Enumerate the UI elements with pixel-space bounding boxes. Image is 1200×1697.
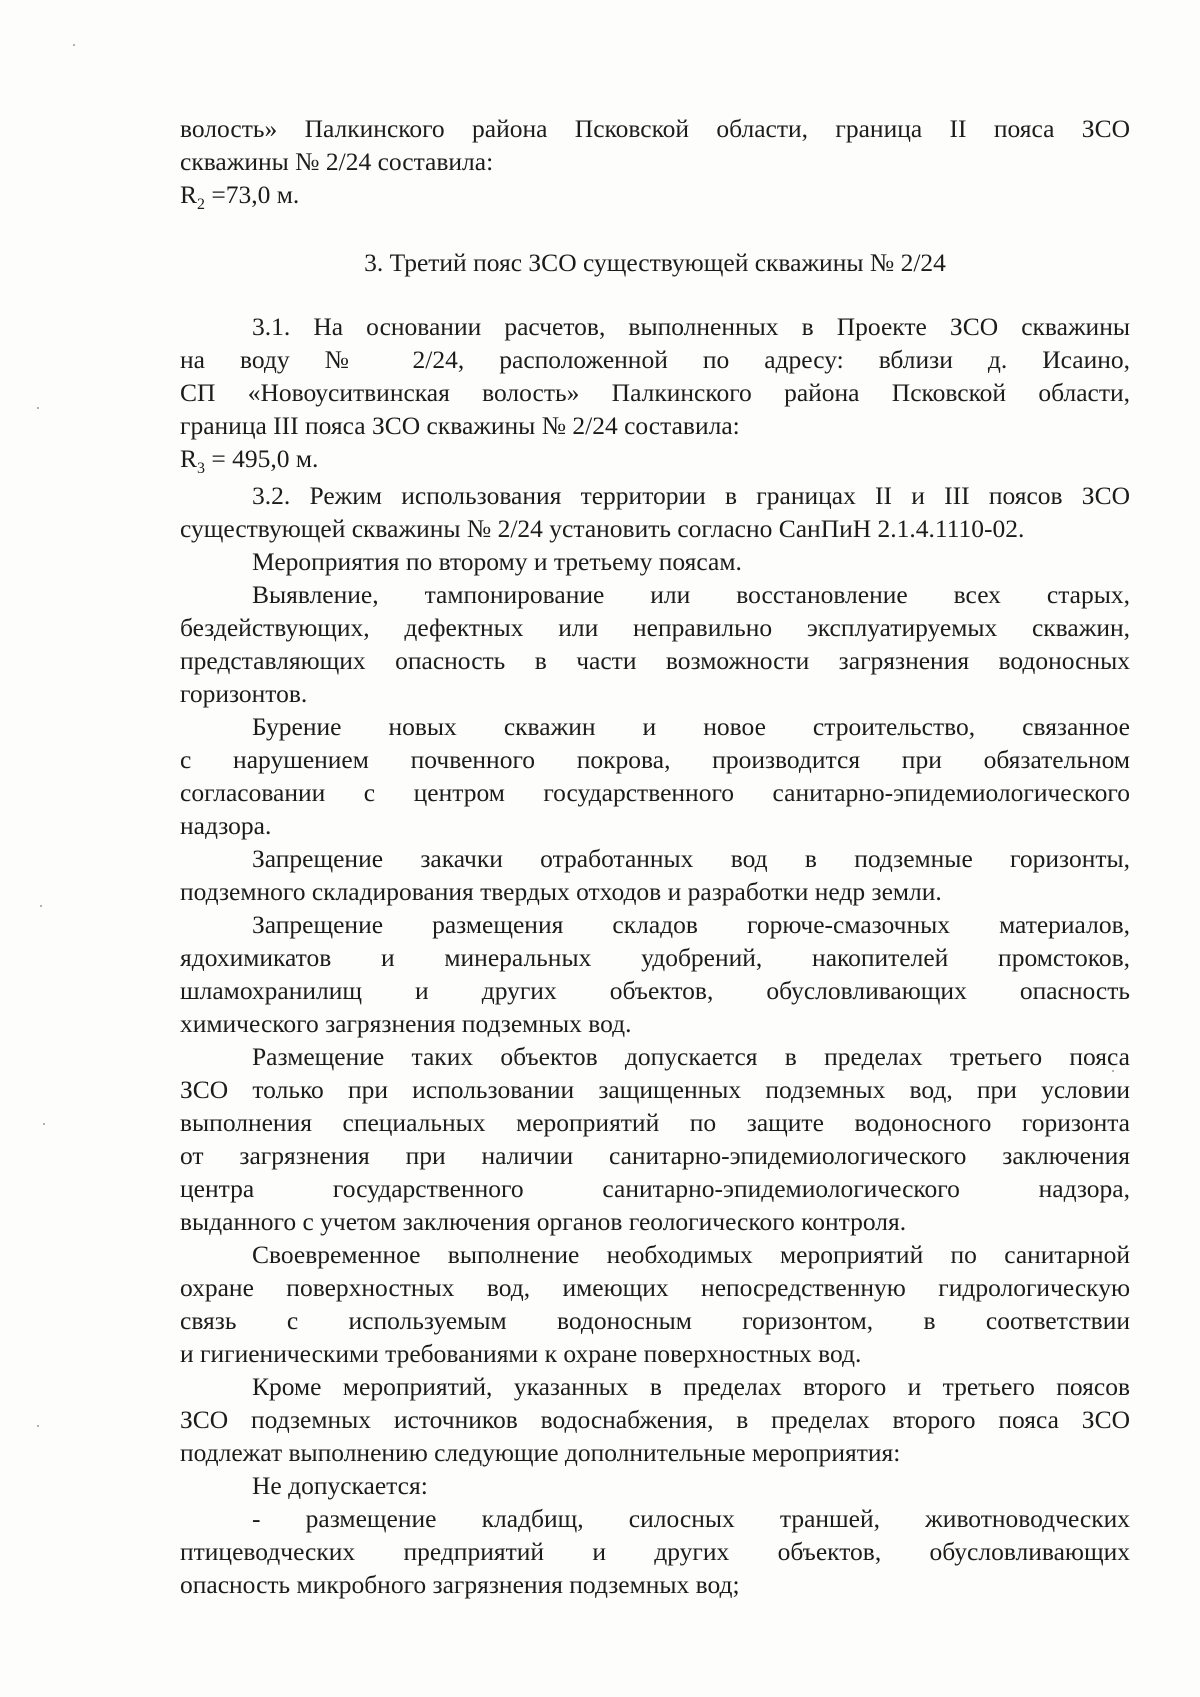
text-line: существующей скважины № 2/24 установить согласно СанПиН 2.1.4.1110-02.	[180, 514, 1025, 543]
text-line: представляющих опасность в части возможности загрязнения водоносных	[180, 646, 1130, 675]
text-line: Запрещение закачки отработанных вод в подземные горизонты,	[252, 844, 1130, 873]
text-line: СП «Новоуситвинская волость» Палкинского района Псковской области,	[180, 378, 1130, 407]
radius-r3	[180, 442, 1130, 479]
text-line: горизонтов.	[180, 679, 308, 708]
text-line: граница III пояса ЗСО скважины № 2/24 составила:	[180, 411, 740, 440]
text-line: ЗСО подземных источников водоснабжения, в пределах второго пояса ЗСО	[180, 1405, 1130, 1434]
section-heading: 3. Третий пояс ЗСО существующей скважины № 2/24	[364, 248, 946, 277]
radius-subscript: 3	[197, 460, 206, 477]
text-line: Запрещение размещения складов горюче-смазочных материалов,	[252, 910, 1130, 939]
text-line: и гигиеническими требованиями к охране поверхностных вод.	[180, 1339, 862, 1368]
text-line: ядохимикатов и минеральных удобрений, накопителей промстоков,	[180, 943, 1130, 972]
text-line: центра государственного санитарно-эпидемиологического надзора,	[180, 1174, 1130, 1203]
radius-label: R	[180, 180, 198, 209]
scan-speck	[73, 44, 75, 46]
text-line: Мероприятия по второму и третьему поясам.	[252, 547, 742, 576]
text-line: 3.1. На основании расчетов, выполненных в Проекте ЗСО скважины	[252, 312, 1130, 341]
text-line: шламохранилищ и других объектов, обусловливающих опасность	[180, 976, 1130, 1005]
text-line: надзора.	[180, 811, 272, 840]
text-line: подлежат выполнению следующие дополнительные мероприятия:	[180, 1438, 901, 1467]
text-line: охране поверхностных вод, имеющих непосредственную гидрологическую	[180, 1273, 1130, 1302]
text-line: волость» Палкинского района Псковской области, граница II пояса ЗСО	[180, 114, 1130, 143]
text-line: согласовании с центром государственного санитарно-эпидемиологического	[180, 778, 1130, 807]
text-line: 3.2. Режим использования территории в границах II и III поясов ЗСО	[252, 481, 1130, 510]
text-line: на воду № 2/24, расположенной по адресу: вблизи д. Исаино,	[180, 345, 1130, 374]
text-line: ЗСО только при использовании защищенных подземных вод, при условии	[180, 1075, 1130, 1104]
text-line: связь с используемым водоносным горизонтом, в соответствии	[180, 1306, 1130, 1335]
text-line: опасность микробного загрязнения подземных вод;	[180, 1570, 740, 1599]
scan-speck	[43, 1123, 45, 1125]
text-line: подземного складирования твердых отходов и разработки недр земли.	[180, 877, 942, 906]
text-line: химического загрязнения подземных вод.	[180, 1009, 632, 1038]
scan-speck	[37, 407, 39, 409]
text-line: с нарушением почвенного покрова, производится при обязательном	[180, 745, 1130, 774]
radius-label: R	[180, 444, 198, 473]
radius-subscript: 2	[197, 196, 206, 213]
scan-speck	[37, 1425, 39, 1427]
text-line: птицеводческих предприятий и других объектов, обусловливающих	[180, 1537, 1130, 1566]
text-line: Размещение таких объектов допускается в пределах третьего пояса	[252, 1042, 1130, 1071]
text-line: бездействующих, дефектных или неправильно эксплуатируемых скважин,	[180, 613, 1130, 642]
document-body	[180, 112, 1130, 1601]
text-line: выданного с учетом заключения органов геологического контроля.	[180, 1207, 907, 1236]
text-line: Бурение новых скважин и новое строительство, связанное	[252, 712, 1130, 741]
text-line: Выявление, тампонирование или восстановление всех старых,	[252, 580, 1130, 609]
text-line: от загрязнения при наличии санитарно-эпидемиологического заключения	[180, 1141, 1130, 1170]
text-line: выполнения специальных мероприятий по защите водоносного горизонта	[180, 1108, 1130, 1137]
scan-speck	[40, 905, 42, 907]
text-line: Своевременное выполнение необходимых мероприятий по санитарной	[252, 1240, 1130, 1269]
radius-value: =73,0 м.	[205, 180, 300, 209]
text-line: Не допускается:	[252, 1471, 428, 1500]
text-line: скважины № 2/24 составила:	[180, 147, 494, 176]
radius-r2	[180, 178, 1130, 215]
text-line: Кроме мероприятий, указанных в пределах второго и третьего поясов	[252, 1372, 1130, 1401]
radius-value: = 495,0 м.	[205, 444, 319, 473]
list-item: - размещение кладбищ, силосных траншей, животноводческих	[252, 1504, 1130, 1533]
